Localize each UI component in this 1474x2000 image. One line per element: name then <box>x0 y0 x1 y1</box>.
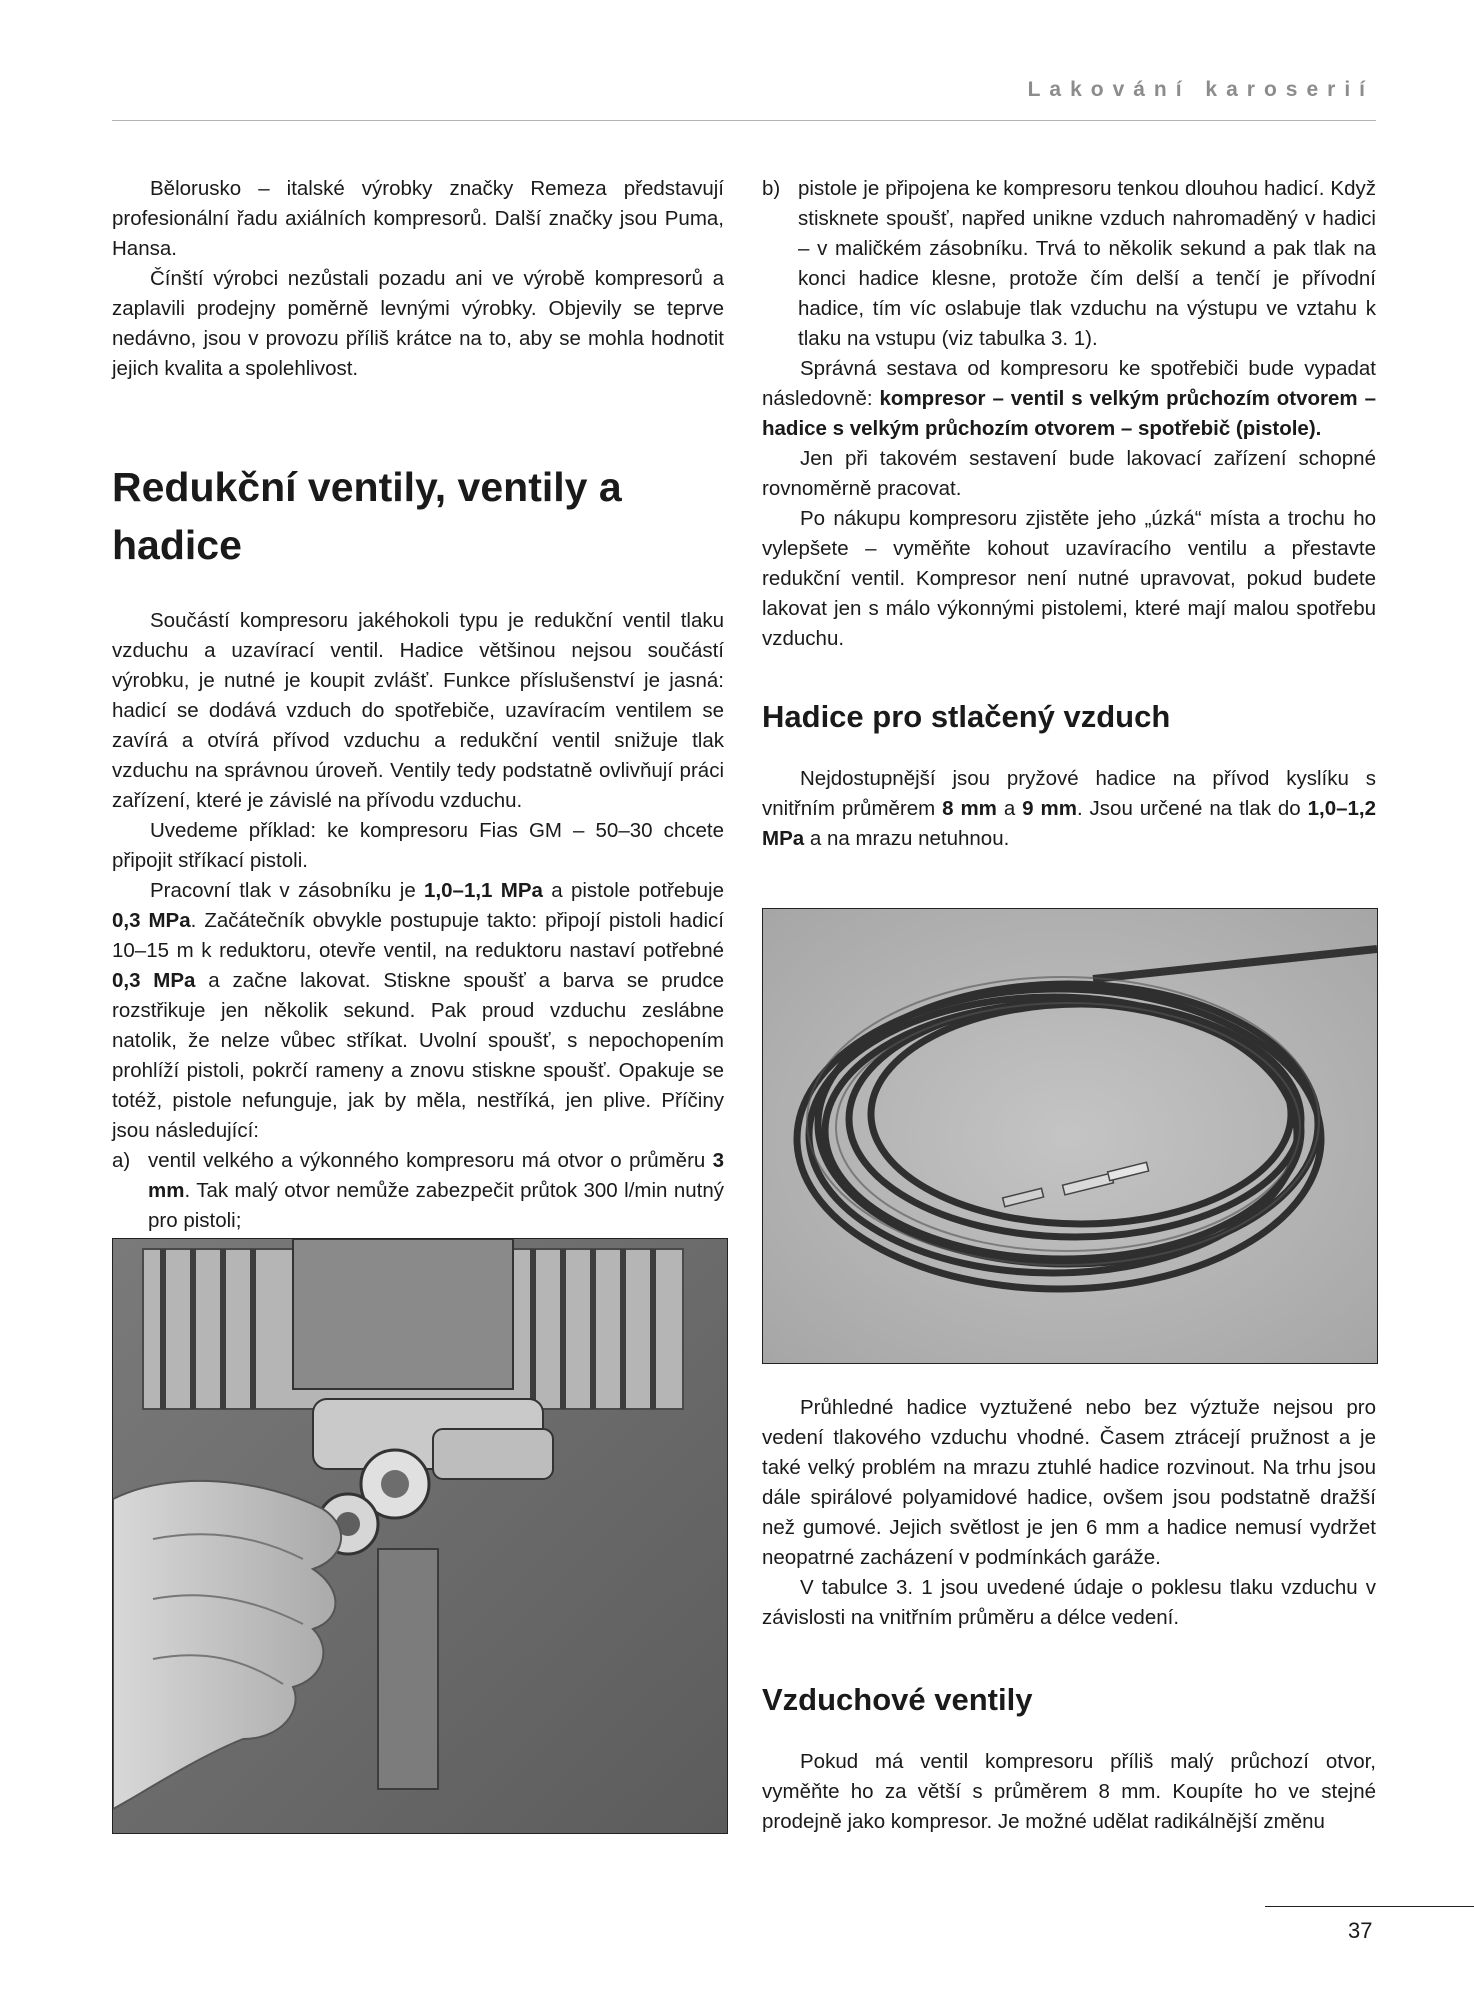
running-head: Lakování karoserií <box>1027 78 1374 101</box>
left-column <box>112 174 724 1236</box>
body-paragraph: Uvedeme příklad: ke kompresoru Fias GM – 50–30 chcete připojit stříkací pistoli. <box>112 819 724 872</box>
body-paragraph: Průhledné hadice vyztužené nebo bez výztuže nejsou pro vedení tlakového vzduchu vhodné. Časem ztrácejí pružnost a je také velký problém na mrazu ztuhlé hadice rozvinout. Na trhu jsou dále spirálové polyamidové hadice, ovšem jsou podstatně dražší než gumové. Jejich světlost je jen 6 mm a hadice nemusí vydržet neopatrné zacházení v podmínkách garáže. <box>762 1396 1376 1569</box>
body-paragraph: Pracovní tlak v zásobníku je 1,0–1,1 MPa a pistole potřebuje 0,3 MPa. Začátečník obvykle postupuje takto: připojí pistoli hadicí 10–15 m k reduktoru, otevře ventil, na reduktoru nastaví potřebné 0,3 MPa a začne lakovat. Stiskne spoušť a barva se prudce rozstřikuje jen několik sekund. Pak proud vzduchu zeslábne natolik, že nelze vůbec stříkat. Uvolní spoušť, s nepochopením prohlíží pistoli, pokrčí rameny a znovu stiskne spoušť. Opakuje se totéž, pistole nefunguje, jak by měla, nestříká, jen plive. Příčiny jsou následující: <box>112 879 725 1142</box>
list-marker: b) <box>762 177 781 200</box>
body-paragraph: V tabulce 3. 1 jsou uvedené údaje o poklesu tlaku vzduchu v závislosti na vnitřním průměru a délce vedení. <box>762 1576 1376 1629</box>
body-paragraph: Správná sestava od kompresoru ke spotřebiči bude vypadat následovně: kompresor – ventil s velkým průchozím otvorem – hadice s velkým průchozím otvorem – spotřebič (pistole). <box>762 357 1376 440</box>
body-paragraph: Nejdostupnější jsou pryžové hadice na přívod kyslíku s vnitřním průměrem 8 mm a 9 mm. Jsou určené na tlak do 1,0–1,2 MPa a na mrazu netuhnou. <box>762 767 1376 850</box>
subsection-heading-hoses: Hadice pro stlačený vzduch <box>762 699 1171 734</box>
right-column-mid <box>762 1393 1376 1837</box>
page-number: 37 <box>1348 1918 1373 1943</box>
body-paragraph: Pokud má ventil kompresoru příliš malý průchozí otvor, vyměňte ho za větší s průměrem 8 mm. Koupíte ho ve stejné prodejně jako kompresor. Je možné udělat radikálnější změnu <box>762 1750 1376 1833</box>
list-text: ventil velkého a výkonného kompresoru má otvor o průměru 3 mm. Tak malý otvor nemůže zabezpečit průtok 300 l/min nutný pro pistoli; <box>148 1149 724 1232</box>
right-column-top <box>762 174 1376 854</box>
compressor-valve-photo <box>112 1238 728 1834</box>
footer-rule <box>1265 1906 1474 1907</box>
intro-paragraph: Čínští výrobci nezůstali pozadu ani ve výrobě kompresorů a zaplavili prodejny poměrně levnými výrobky. Objevily se teprve nedávno, jsou v provozu příliš krátce na to, aby se mohla hodnotit jejich kvalita a spolehlivost. <box>112 267 724 380</box>
section-heading: Redukční ventily, ventily a hadice <box>112 464 622 568</box>
hose-photo <box>762 908 1378 1364</box>
list-item-a <box>112 1146 724 1236</box>
list-item-b <box>762 174 1376 354</box>
body-paragraph: Jen při takovém sestavení bude lakovací zařízení schopné rovnoměrně pracovat. <box>762 447 1376 500</box>
body-paragraph: Po nákupu kompresoru zjistěte jeho „úzká“ místa a trochu ho vylepšete – vyměňte kohout uzavíracího ventilu a přestavte redukční ventil. Kompresor není nutné upravovat, pokud budete lakovat jen s málo výkonnými pistolemi, které mají malou spotřebu vzduchu. <box>762 507 1376 650</box>
intro-paragraph: Bělorusko – italské výrobky značky Remeza představují profesionální řadu axiálních kompresorů. Další značky jsou Puma, Hansa. <box>112 177 724 260</box>
body-paragraph: Součástí kompresoru jakéhokoli typu je redukční ventil tlaku vzduchu a uzavírací ventil. Hadice většinou nejsou součástí výrobku, je nutné je koupit zvlášť. Funkce příslušenství je jasná: hadicí se dodává vzduch do spotřebiče, uzavíracím ventilem se zavírá a otvírá přívod vzduchu a redukční ventil snižuje tlak vzduchu na správnou úroveň. Ventily tedy podstatně ovlivňují práci zařízení, které je závislé na přívodu vzduchu. <box>112 609 724 812</box>
list-text: pistole je připojena ke kompresoru tenkou dlouhou hadicí. Když stisknete spoušť, napřed unikne vzduch nahromaděný v hadici – v maličkém zásobníku. Trvá to několik sekund a pak tlak na konci hadice klesne, protože čím delší a tenčí je přívodní hadice, tím víc oslabuje tlak vzduchu na výstupu ve vztahu k tlaku na vstupu (viz tabulka 3. 1). <box>798 177 1376 350</box>
subsection-heading-valves: Vzduchové ventily <box>762 1682 1033 1717</box>
list-marker: a) <box>112 1149 131 1172</box>
header-rule <box>112 120 1376 121</box>
